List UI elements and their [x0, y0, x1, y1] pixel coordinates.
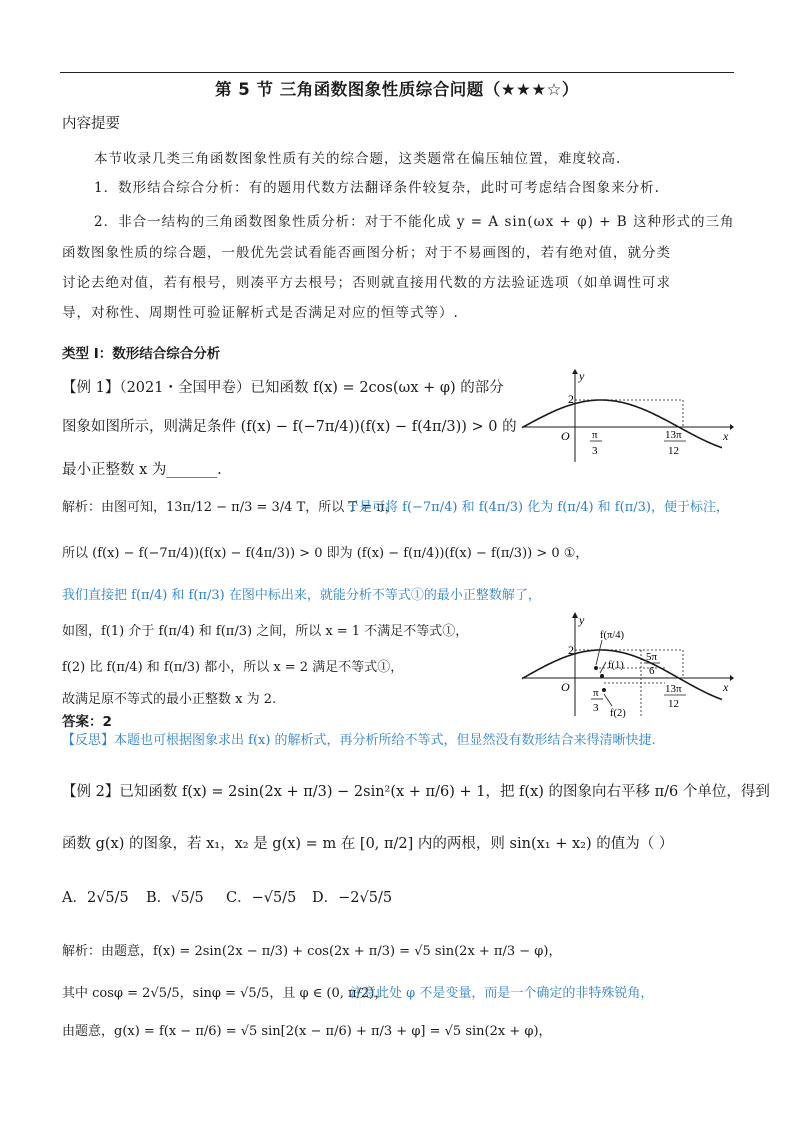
summary-item-1: 1．数形结合综合分析：有的题用代数方法翻译条件较复杂，此时可考虑结合图象来分析. — [94, 180, 660, 196]
y-axis-arrow-icon — [572, 369, 578, 374]
origin-label: O — [561, 680, 570, 694]
ex1-line-2: 图象如图所示，则满足条件 (f(x) − f(−7π/4))(f(x) − f(4π/3)) > 0 的 — [62, 419, 517, 435]
summary-intro: 本节收录几类三角函数图象性质有关的综合题，这类题常在偏压轴位置，难度较高. — [94, 151, 622, 167]
ex1-answer: 答案：2 — [62, 714, 112, 730]
ex2-solution-line-1: 解析：由题意，f(x) = 2sin(2x − π/3) + cos(2x + π/3) = √5 sin(2x + π/3 − φ)， — [62, 944, 562, 959]
ex1-cosine-graph — [520, 368, 735, 464]
tick-13pi12-den: 12 — [668, 445, 679, 457]
f-pi4-pointer — [596, 640, 602, 665]
tick-pi3-den: 3 — [592, 445, 598, 457]
f1-point — [600, 674, 604, 678]
ex2-option-d: D．−2√5/5 — [312, 890, 393, 906]
ex2-option-b: B．√5/5 — [146, 890, 204, 906]
y-axis-label: y — [579, 369, 585, 383]
x-axis-label: x — [723, 680, 729, 694]
ex1-annotated-graph — [520, 610, 735, 720]
ex1-solution-line-1a: 解析：由图可知，13π/12 − π/3 = 3/4 T，所以 T = π， — [62, 500, 398, 515]
f-pi4-label: f(π/4) — [600, 630, 624, 641]
ex2-solution-line-3: 由题意，g(x) = f(x − π/6) = √5 sin[2(x − π/6) + π/3 + φ] = √5 sin(2x + φ)， — [62, 1024, 552, 1039]
summary-item-2-line-4: 导，对称性、周期性可验证解析式是否满足对应的恒等式等）. — [62, 305, 459, 321]
ex1-solution-line-1b: 于是可将 f(−7π/4) 和 f(4π/3) 化为 f(π/4) 和 f(π/3)，便于标注， — [346, 500, 729, 515]
ex2-solution-line-2b: 注意此处 φ 不是变量，而是一个确定的非特殊锐角， — [350, 986, 654, 1001]
tick-pi3-num: π — [593, 687, 599, 699]
tick-pi3-den: 3 — [593, 702, 599, 714]
tick-5pi6-den: 6 — [649, 665, 655, 677]
ex1-solution-line-2: 所以 (f(x) − f(−7π/4))(f(x) − f(4π/3)) > 0 即为 (f(x) − f(π/4))(f(x) − f(π/3)) > 0 ①， — [62, 546, 589, 561]
x-axis-arrow-icon — [730, 675, 734, 681]
f2-label: f(2) — [610, 708, 626, 719]
max-label: 2 — [568, 643, 574, 657]
f2-pointer — [604, 694, 612, 706]
cosine-curve — [522, 650, 722, 700]
ex1-solution-line-6: 故满足原不等式的最小正整数 x 为 2. — [62, 692, 277, 707]
tick-13pi12-num: 13π — [665, 683, 682, 695]
tick-pi3-num: π — [592, 429, 598, 441]
ex2-line-2: 函数 g(x) 的图象，若 x₁，x₂ 是 g(x) = m 在 [0, π/2] 内的两根，则 sin(x₁ + x₂) 的值为（ ） — [62, 836, 674, 852]
ex1-solution-line-5: f(2) 比 f(π/4) 和 f(π/3) 都小，所以 x = 2 满足不等式①， — [62, 660, 404, 675]
f1-pointer — [600, 662, 606, 673]
y-axis-arrow-icon — [572, 612, 578, 618]
ex1-solution-line-4: 如图，f(1) 介于 f(π/4) 和 f(π/3) 之间，所以 x = 1 不满足不等式①， — [62, 624, 469, 639]
ex2-option-c: C．−√5/5 — [226, 890, 297, 906]
tick-5pi6-num: 5π — [646, 651, 658, 663]
f1-label: f(1) — [608, 660, 624, 671]
ex2-option-a: A．2√5/5 — [62, 890, 129, 906]
ex1-line-1: 【例 1】（2021・全国甲卷）已知函数 f(x) = 2cos(ωx + φ) 的部分 — [62, 380, 504, 396]
x-axis-arrow-icon — [730, 424, 734, 430]
summary-item-2-line-2: 函数图象性质的综合题，一般优先尝试看能否画图分析；对于不易画图的，若有绝对值，就分类 — [62, 245, 671, 261]
tick-13pi12-den: 12 — [668, 698, 679, 710]
type1-heading: 类型 I：数形结合综合分析 — [62, 346, 221, 362]
max-label: 2 — [568, 392, 574, 406]
summary-heading: 内容提要 — [62, 116, 120, 132]
x-axis-label: x — [723, 429, 729, 443]
ex2-solution-line-2a: 其中 cosφ = 2√5/5，sinφ = √5/5，且 φ ∈ (0, π/2)， — [62, 986, 388, 1001]
tick-13pi12-num: 13π — [665, 429, 682, 441]
ex1-line-3: 最小正整数 x 为_______. — [62, 462, 222, 478]
summary-item-2-line-1: 2．非合一结构的三角函数图象性质分析：对于不能化成 y = A sin(ωx + φ) + B 这种形式的三角 — [94, 214, 735, 230]
f2-point — [602, 688, 606, 692]
cosine-curve — [522, 400, 722, 448]
summary-item-2-line-3: 讨论去绝对值，若有根号，则凑平方去根号；否则就直接用代数的方法验证选项（如单调性可求 — [62, 275, 671, 291]
y-axis-label: y — [579, 613, 585, 627]
header-rule — [60, 72, 734, 73]
ex2-line-1: 【例 2】已知函数 f(x) = 2sin(2x + π/3) − 2sin²(x + π/6) + 1，把 f(x) 的图象向右平移 π/6 个单位，得到 — [62, 784, 770, 800]
origin-label: O — [561, 429, 570, 443]
page-title: 第 5 节 三角函数图象性质综合问题（★★★☆） — [215, 80, 579, 99]
ex1-reflection: 【反思】本题也可根据图象求出 f(x) 的解析式，再分析所给不等式，但显然没有数形结合来得清晰快捷. — [62, 733, 656, 748]
ex1-solution-line-3: 我们直接把 f(π/4) 和 f(π/3) 在图中标出来，就能分析不等式①的最小正整数解了， — [62, 588, 541, 603]
f-pi4-point — [594, 666, 598, 670]
